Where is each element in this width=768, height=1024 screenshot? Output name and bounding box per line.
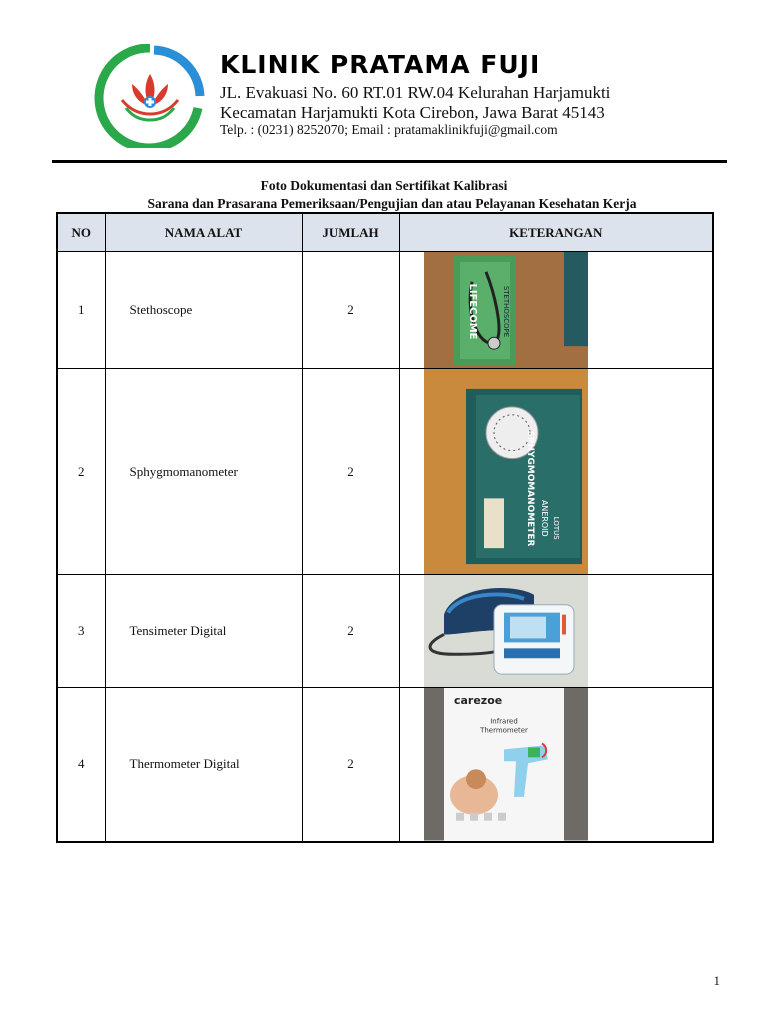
table-row (57, 575, 713, 688)
row-note (399, 688, 713, 842)
row-qty: 2 (302, 252, 399, 369)
equipment-table (56, 212, 714, 843)
page-number: 1 (713, 973, 720, 988)
row-no: 4 (57, 688, 105, 842)
row-qty: 2 (302, 369, 399, 575)
row-name: Thermometer Digital (105, 688, 302, 842)
stethoscope-photo (424, 252, 588, 368)
row-name: Sphygmomanometer (105, 369, 302, 575)
photo-label: carezoe (453, 693, 502, 707)
sphygmomanometer-photo (424, 369, 588, 574)
contact-line: Telp. : (0231) 8252070; Email : pratamaklinikfuji@gmail.com (220, 122, 558, 137)
header-qty: JUMLAH (302, 213, 399, 252)
document-subtitle: Sarana dan Prasarana Pemeriksaan/Pengujian dan atau Pelayanan Kesehatan Kerja (147, 196, 637, 211)
photo-label: Thermometer (479, 726, 528, 735)
photo-label: ANEROID (539, 499, 549, 537)
header-note: KETERANGAN (399, 213, 713, 252)
table-row (57, 369, 713, 575)
header-no: NO (57, 213, 105, 252)
row-qty: 2 (302, 575, 399, 688)
photo-label: Infrared (489, 717, 518, 726)
table-row (57, 688, 713, 842)
row-note (399, 369, 713, 575)
photo-label: LIFECOME (466, 283, 478, 340)
digital-tensimeter-photo (424, 575, 588, 687)
photo-label: STETHOSCOPE (501, 285, 510, 338)
address-line-1: JL. Evakuasi No. 60 RT.01 RW.04 Kelurahan Harjamukti (220, 83, 611, 102)
digital-thermometer-photo (424, 688, 588, 841)
row-name: Tensimeter Digital (105, 575, 302, 688)
table-row (57, 252, 713, 369)
row-note (399, 575, 713, 688)
row-no: 3 (57, 575, 105, 688)
photo-label: SPHYGMOMANOMETER (524, 430, 535, 547)
header-divider (52, 160, 727, 163)
table-header-row (57, 213, 713, 252)
document-title: Foto Dokumentasi dan Sertifikat Kalibrasi (260, 178, 508, 193)
row-qty: 2 (302, 688, 399, 842)
row-no: 1 (57, 252, 105, 369)
row-no: 2 (57, 369, 105, 575)
header-name: NAMA ALAT (105, 213, 302, 252)
row-name: Stethoscope (105, 252, 302, 369)
address-line-2: Kecamatan Harjamukti Kota Cirebon, Jawa Barat 45143 (220, 103, 605, 122)
clinic-name: KLINIK PRATAMA FUJI (220, 50, 541, 79)
row-note (399, 252, 713, 369)
clinic-logo (94, 44, 206, 148)
photo-label: LOTUS (551, 516, 560, 540)
